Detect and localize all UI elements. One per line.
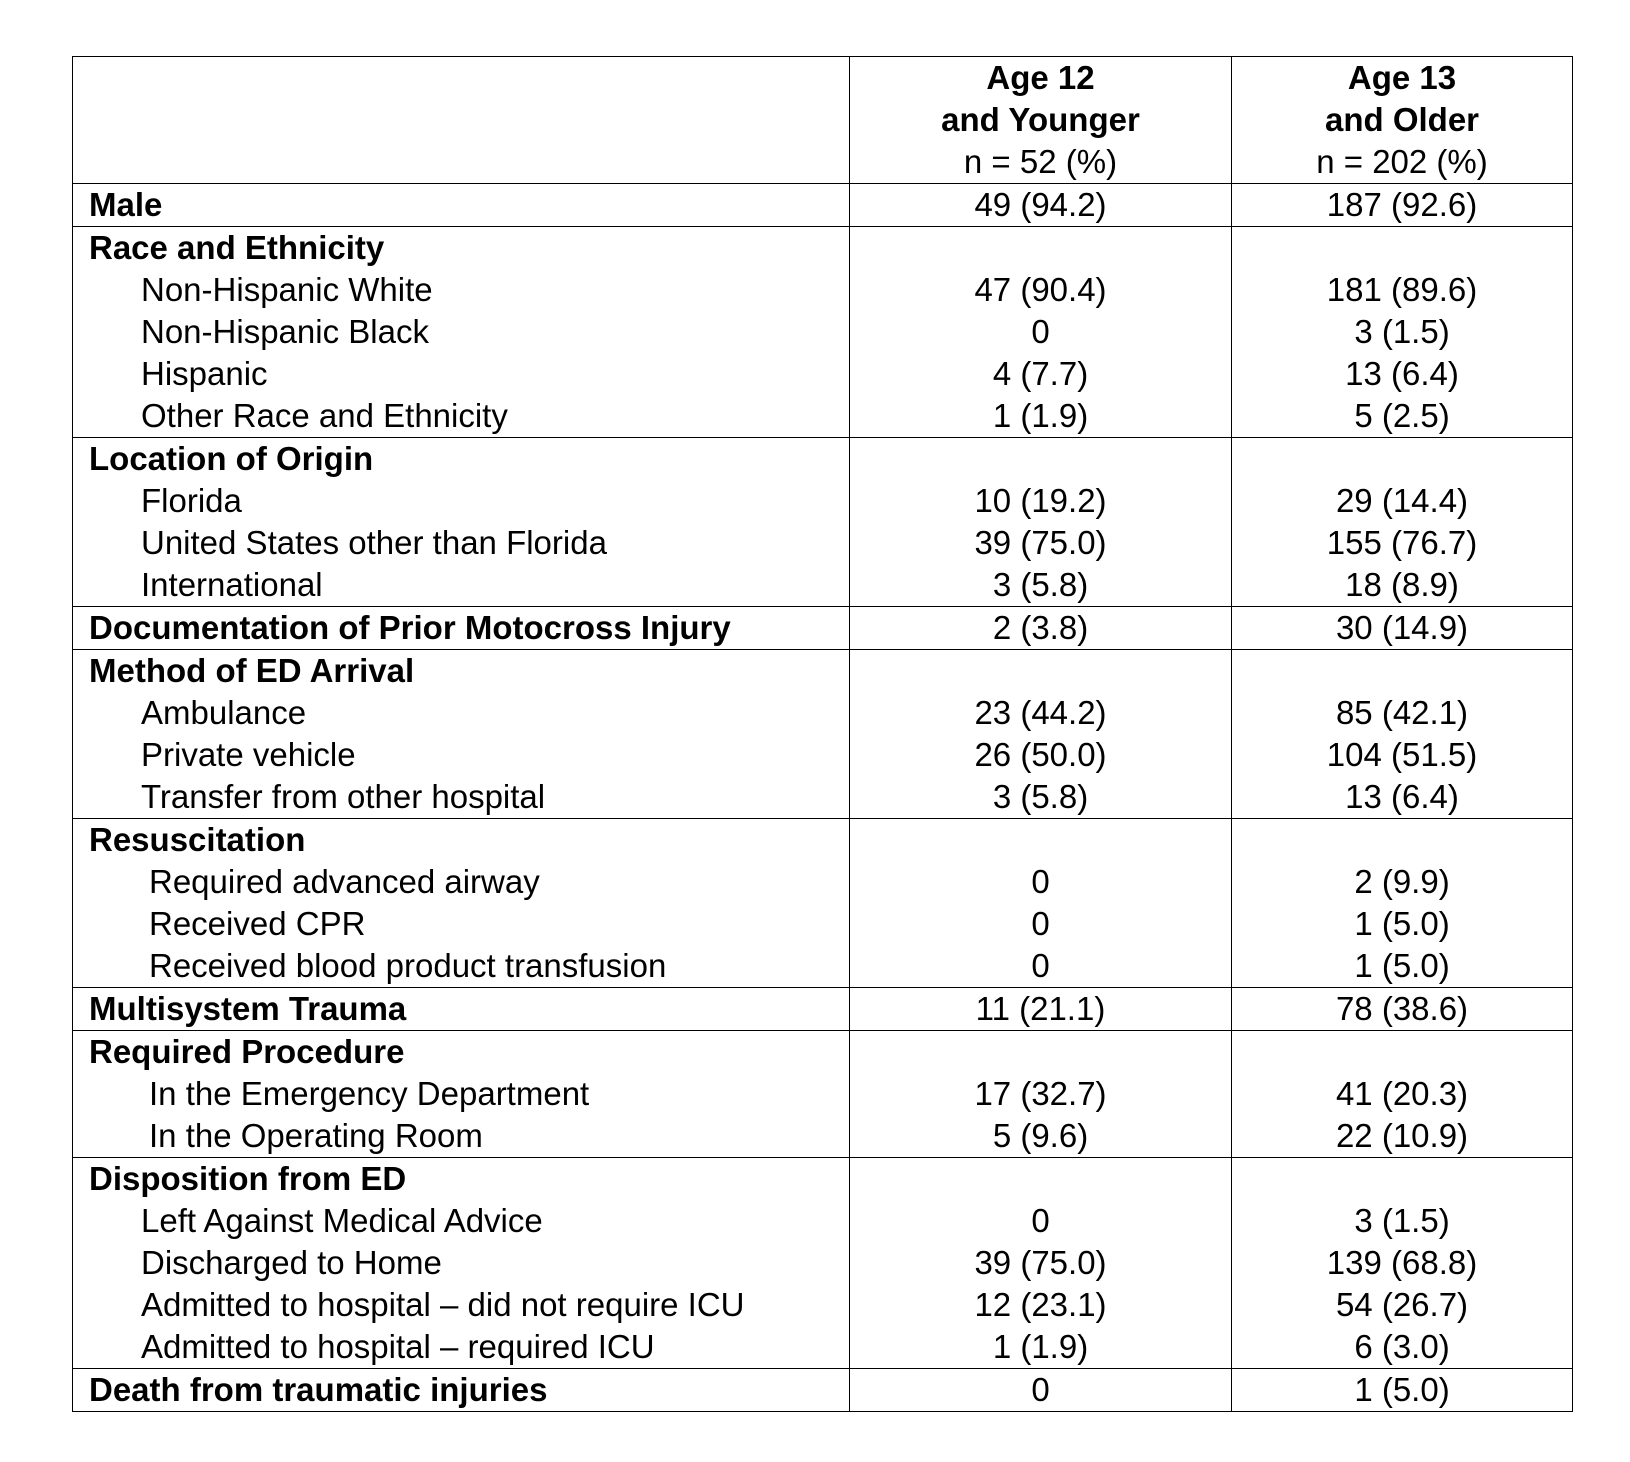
group-title: Required Procedure [89, 1033, 405, 1070]
subrow-value-young: 12 (23.1) [974, 1286, 1107, 1323]
subrow-value-old: 155 (76.7) [1326, 524, 1478, 561]
group-title: Disposition from ED [89, 1160, 407, 1197]
header-col3-line2: and Older [1324, 101, 1480, 138]
spacer [1232, 1031, 1572, 1073]
subrow-value-old: 29 (14.4) [1335, 482, 1469, 519]
subrow-value-young: 23 (44.2) [974, 694, 1107, 731]
age-12-younger-cell [850, 227, 1232, 438]
subrow-label: Ambulance [141, 694, 307, 731]
group-title: Multisystem Trauma [89, 990, 407, 1027]
subrow-label: Private vehicle [141, 736, 356, 773]
subrow-label: Left Against Medical Advice [141, 1202, 543, 1239]
group-value-old: 78 (38.6) [1335, 990, 1469, 1027]
spacer [1232, 650, 1572, 692]
subrow-value-old: 41 (20.3) [1335, 1075, 1469, 1112]
subrow-value-old: 1 (5.0) [1354, 947, 1450, 984]
row-label-cell [73, 819, 850, 988]
subrow-value-old: 139 (68.8) [1326, 1244, 1478, 1281]
subrow-value-young: 39 (75.0) [974, 524, 1107, 561]
table-row [73, 819, 1573, 988]
age-13-older-cell [1232, 184, 1573, 227]
subrow-label: Hispanic [141, 355, 268, 392]
subrow-value-old: 181 (89.6) [1326, 271, 1478, 308]
subrow-value-old: 1 (5.0) [1354, 905, 1450, 942]
age-12-younger-cell [850, 184, 1232, 227]
age-13-older-cell [1232, 1369, 1573, 1412]
subrow-value-old: 5 (2.5) [1354, 397, 1450, 434]
subrow-label: United States other than Florida [141, 524, 607, 561]
age-12-younger-cell [850, 1369, 1232, 1412]
subrow-value-young: 1 (1.9) [992, 1328, 1089, 1365]
group-value-old: 30 (14.9) [1335, 609, 1469, 646]
subrow-value-young: 3 (5.8) [992, 778, 1089, 815]
row-label-cell [73, 650, 850, 819]
spacer [850, 1158, 1231, 1200]
table-row [73, 438, 1573, 607]
group-title: Resuscitation [89, 821, 306, 858]
header-row [73, 57, 1573, 184]
spacer [1232, 438, 1572, 480]
subrow-label: International [141, 566, 323, 603]
table-row [73, 227, 1573, 438]
subrow-value-young: 5 (9.6) [992, 1117, 1089, 1154]
table-row [73, 607, 1573, 650]
subrow-value-young: 17 (32.7) [974, 1075, 1107, 1112]
subrow-value-young: 0 [1031, 947, 1050, 984]
group-value-old: 1 (5.0) [1354, 1371, 1450, 1408]
group-title: Location of Origin [89, 440, 374, 477]
subrow-value-old: 13 (6.4) [1345, 778, 1459, 815]
spacer [1232, 1158, 1572, 1200]
spacer [850, 650, 1231, 692]
subrow-label: Discharged to Home [141, 1244, 442, 1281]
header-age-13-older [1232, 57, 1573, 184]
group-value-young: 0 [1031, 1371, 1050, 1408]
group-title: Death from traumatic injuries [89, 1371, 548, 1408]
group-value-old: 187 (92.6) [1326, 186, 1478, 223]
subrow-value-young: 0 [1031, 863, 1050, 900]
spacer [850, 438, 1231, 480]
group-title: Method of ED Arrival [89, 652, 415, 689]
header-age-12-younger [850, 57, 1232, 184]
age-12-younger-cell [850, 438, 1232, 607]
age-12-younger-cell [850, 1158, 1232, 1369]
age-13-older-cell [1232, 988, 1573, 1031]
subrow-value-young: 1 (1.9) [992, 397, 1089, 434]
subrow-label: Received blood product transfusion [149, 947, 667, 984]
spacer [850, 1031, 1231, 1073]
subrow-value-old: 18 (8.9) [1345, 566, 1459, 603]
subrow-label: Transfer from other hospital [141, 778, 546, 815]
age-13-older-cell [1232, 819, 1573, 988]
row-label-cell [73, 988, 850, 1031]
table-row [73, 988, 1573, 1031]
header-blank-cell [73, 57, 850, 184]
subrow-value-old: 104 (51.5) [1326, 736, 1478, 773]
age-13-older-cell [1232, 1031, 1573, 1158]
subrow-value-young: 4 (7.7) [992, 355, 1089, 392]
row-label-cell [73, 1369, 850, 1412]
header-col2-line1: Age 12 [986, 59, 1095, 96]
subrow-value-young: 39 (75.0) [974, 1244, 1107, 1281]
age-12-younger-cell [850, 1031, 1232, 1158]
group-value-young: 11 (21.1) [975, 990, 1106, 1027]
subrow-value-old: 13 (6.4) [1345, 355, 1459, 392]
subrow-value-young: 3 (5.8) [992, 566, 1089, 603]
table-body [73, 184, 1573, 1412]
subrow-value-young: 47 (90.4) [974, 271, 1107, 308]
subrow-value-old: 22 (10.9) [1335, 1117, 1469, 1154]
subrow-value-old: 2 (9.9) [1354, 863, 1450, 900]
age-13-older-cell [1232, 227, 1573, 438]
subrow-value-old: 85 (42.1) [1335, 694, 1469, 731]
row-label-cell [73, 1158, 850, 1369]
age-13-older-cell [1232, 438, 1573, 607]
spacer [850, 227, 1231, 269]
header-col3-line1: Age 13 [1347, 59, 1457, 96]
age-12-younger-cell [850, 819, 1232, 988]
row-label-cell [73, 438, 850, 607]
demographics-table [72, 56, 1573, 1412]
subrow-label: Non-Hispanic White [141, 271, 433, 308]
subrow-value-old: 54 (26.7) [1335, 1286, 1469, 1323]
subrow-value-young: 0 [1031, 905, 1050, 942]
subrow-label: Florida [141, 482, 242, 519]
table-row [73, 650, 1573, 819]
header-col2-line3: n = 52 (%) [963, 143, 1118, 180]
age-13-older-cell [1232, 650, 1573, 819]
spacer [1232, 819, 1572, 861]
age-13-older-cell [1232, 607, 1573, 650]
group-title: Documentation of Prior Motocross Injury [89, 609, 731, 646]
table-row [73, 1158, 1573, 1369]
subrow-value-young: 10 (19.2) [974, 482, 1107, 519]
group-value-young: 2 (3.8) [992, 609, 1089, 646]
subrow-label: Non-Hispanic Black [141, 313, 429, 350]
age-12-younger-cell [850, 607, 1232, 650]
subrow-value-young: 26 (50.0) [974, 736, 1107, 773]
age-12-younger-cell [850, 988, 1232, 1031]
subrow-label: Admitted to hospital – required ICU [141, 1328, 655, 1365]
header-col3-line3: n = 202 (%) [1316, 143, 1488, 180]
row-label-cell [73, 227, 850, 438]
table-row [73, 1369, 1573, 1412]
subrow-value-old: 6 (3.0) [1354, 1328, 1450, 1365]
subrow-label: In the Operating Room [149, 1117, 483, 1154]
header-col2-line2: and Younger [941, 101, 1140, 138]
subrow-value-old: 3 (1.5) [1354, 1202, 1450, 1239]
subrow-label: Other Race and Ethnicity [141, 397, 508, 434]
group-title: Race and Ethnicity [89, 229, 385, 266]
row-label-cell [73, 607, 850, 650]
spacer [850, 819, 1231, 861]
table-row [73, 184, 1573, 227]
group-value-young: 49 (94.2) [974, 186, 1107, 223]
age-13-older-cell [1232, 1158, 1573, 1369]
subrow-label: In the Emergency Department [149, 1075, 590, 1112]
subrow-label: Required advanced airway [149, 863, 540, 900]
subrow-value-young: 0 [1031, 313, 1050, 350]
spacer [1232, 227, 1572, 269]
group-title: Male [89, 186, 163, 223]
row-label-cell [73, 1031, 850, 1158]
subrow-value-old: 3 (1.5) [1354, 313, 1450, 350]
subrow-value-young: 0 [1031, 1202, 1050, 1239]
subrow-label: Received CPR [149, 905, 366, 942]
row-label-cell [73, 184, 850, 227]
subrow-label: Admitted to hospital – did not require ICU [141, 1286, 745, 1323]
age-12-younger-cell [850, 650, 1232, 819]
table-row [73, 1031, 1573, 1158]
